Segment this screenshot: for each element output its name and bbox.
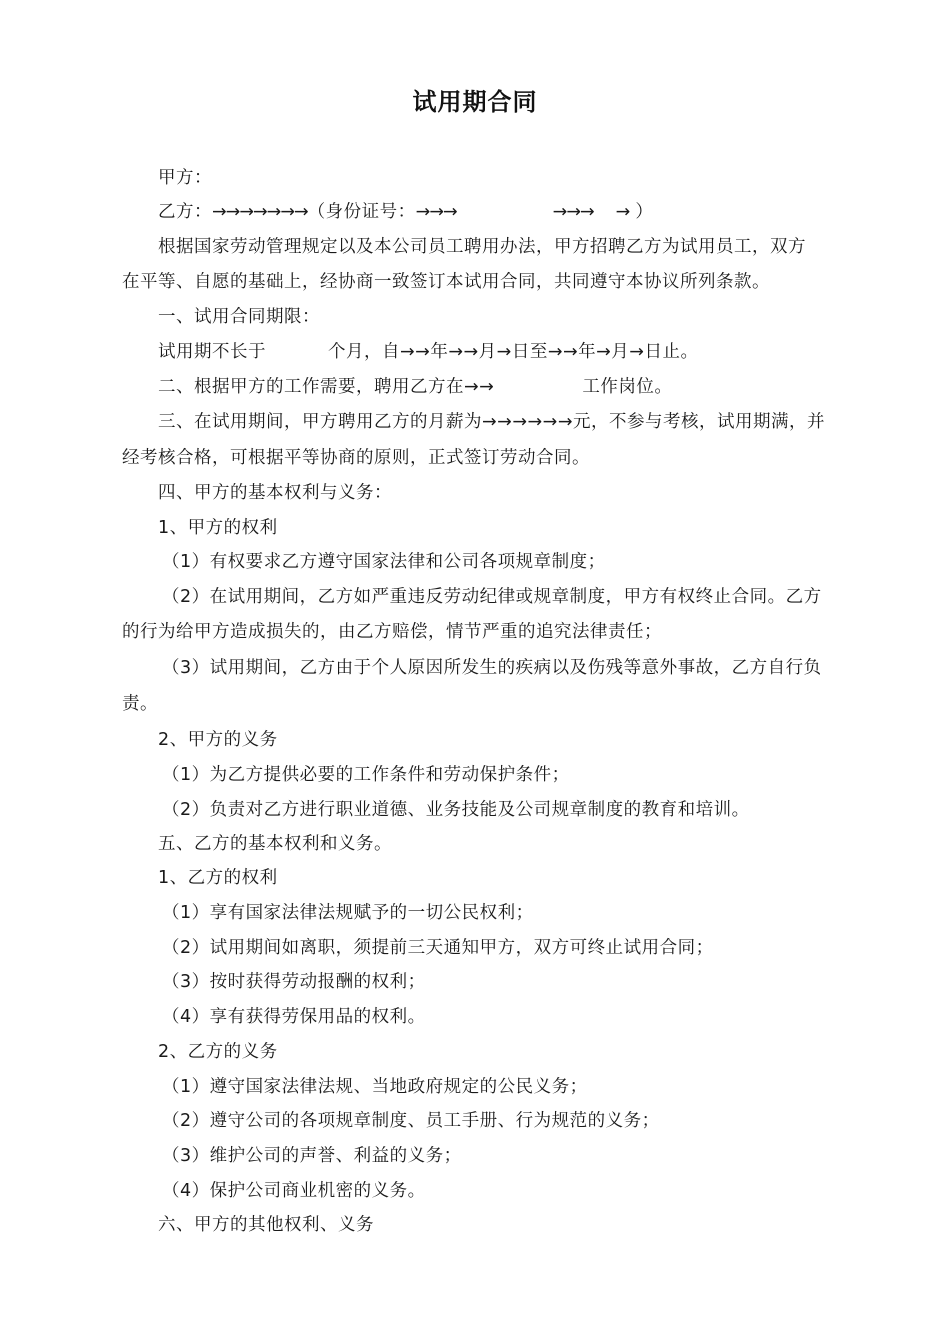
section-2-line	[158, 375, 672, 399]
section-5-right-4: （4）享有获得劳保用品的权利。	[162, 1007, 426, 1027]
section-4-right-1: （1）有权要求乙方遵守国家法律和公司各项规章制度；	[162, 552, 606, 572]
section-4-rights-heading: 1、甲方的权利	[158, 518, 278, 538]
section-5-right-1: （1）享有国家法律法规赋予的一切公民权利；	[162, 903, 534, 923]
intro-line-1: 根据国家劳动管理规定以及本公司员工聘用办法，甲方招聘乙方为试用员工，双方	[158, 237, 806, 257]
section-5-heading: 五、乙方的基本权利和义务。	[158, 834, 392, 854]
document-title: 试用期合同	[412, 88, 538, 116]
section-5-rights-heading: 1、乙方的权利	[158, 868, 278, 888]
intro-line-2: 在平等、自愿的基础上，经协商一致签订本试用合同，共同遵守本协议所列条款。	[122, 272, 770, 292]
party-b-id-open: （身份证号：	[307, 202, 416, 222]
section-5-duty-1: （1）遵守国家法律法规、当地政府规定的公民义务；	[162, 1077, 588, 1097]
party-b-line	[158, 200, 653, 224]
id-blank-3: →	[615, 202, 630, 222]
section-4-right-2-line-2: 的行为给甲方造成损失的，由乙方赔偿，情节严重的追究法律责任；	[122, 622, 662, 642]
section-5-duty-4: （4）保护公司商业机密的义务。	[162, 1181, 426, 1201]
section-5-duty-3: （3）维护公司的声誉、利益的义务；	[162, 1146, 462, 1166]
id-blank-2: →→→	[552, 202, 594, 222]
section-1-term-line	[158, 340, 698, 364]
section-4-duty-2: （2）负责对乙方进行职业道德、业务技能及公司规章制度的教育和培训。	[162, 800, 750, 820]
section-4-right-3-line-2: 责。	[122, 694, 158, 714]
section-2-position: 工作岗位。	[582, 377, 673, 397]
party-b-label: 乙方：	[158, 202, 212, 222]
section-4-right-2-line-1: （2）在试用期间，乙方如严重违反劳动纪律或规章制度，甲方有权终止合同。乙方	[162, 587, 822, 607]
section-4-duty-1: （1）为乙方提供必要的工作条件和劳动保护条件；	[162, 765, 570, 785]
section-4-duties-heading: 2、甲方的义务	[158, 730, 278, 750]
section-5-duties-heading: 2、乙方的义务	[158, 1042, 278, 1062]
trial-term-prefix: 试用期不长于	[158, 342, 266, 362]
party-a-line: 甲方：	[158, 168, 212, 188]
section-5-right-2: （2）试用期间如离职，须提前三天通知甲方，双方可终止试用合同；	[162, 938, 714, 958]
section-4-heading: 四、甲方的基本权利与义务：	[158, 483, 392, 503]
section-3-line-2: 经考核合格，可根据平等协商的原则，正式签订劳动合同。	[122, 448, 590, 468]
section-5-duty-2: （2）遵守公司的各项规章制度、员工手册、行为规范的义务；	[162, 1111, 660, 1131]
section-2-text: 二、根据甲方的工作需要，聘用乙方在→→	[158, 377, 495, 397]
section-4-right-3-line-1: （3）试用期间，乙方由于个人原因所发生的疾病以及伤残等意外事故，乙方自行负	[162, 658, 822, 678]
section-3-line-1: 三、在试用期间，甲方聘用乙方的月薪为→→→→→→元，不参与考核，试用期满，并	[158, 412, 825, 432]
section-6-heading: 六、甲方的其他权利、义务	[158, 1215, 374, 1235]
section-1-heading: 一、试用合同期限：	[158, 307, 320, 327]
trial-term-suffix: 个月，自→→年→→月→日至→→年→月→日止。	[328, 342, 699, 362]
party-b-id-close: ）	[635, 202, 654, 222]
party-b-name-blank: →→→→→→→	[212, 202, 308, 222]
id-blank-1: →→→	[415, 202, 457, 222]
section-5-right-3: （3）按时获得劳动报酬的权利；	[162, 972, 426, 992]
